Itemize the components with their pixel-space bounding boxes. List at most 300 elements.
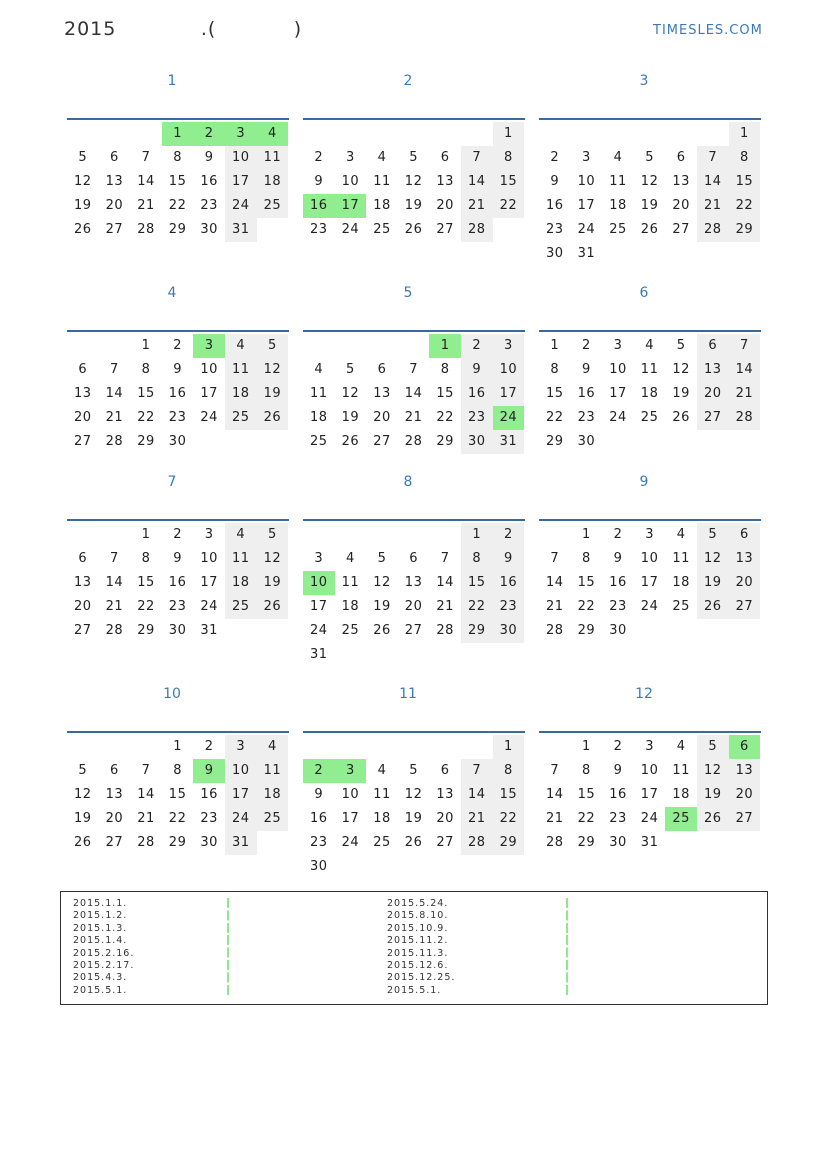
day-cell: 4	[377, 150, 387, 165]
legend-date: 2015.1.1.	[73, 898, 128, 909]
day-cell: 28	[105, 623, 124, 638]
day-cell: 6	[78, 362, 88, 377]
day-cell: 6	[440, 763, 450, 778]
weekend-day-cell: 31	[493, 430, 525, 454]
weekend-day-cell: 17	[225, 783, 257, 807]
day-cell: 22	[546, 410, 564, 425]
day-cell: 13	[672, 174, 690, 189]
day-cell: 19	[74, 198, 92, 213]
month-name: 5	[403, 285, 413, 301]
day-cell: 23	[609, 599, 627, 614]
day-cell: 8	[141, 362, 151, 377]
day-cell: 10	[640, 763, 659, 778]
day-cell: 29	[168, 222, 187, 237]
day-cell: 1	[141, 527, 151, 542]
empty-day-cell	[665, 619, 697, 643]
day-cell: 12	[640, 174, 659, 189]
day-cell: 24	[609, 410, 627, 425]
day-cell: 26	[74, 222, 92, 237]
holiday-day-cell: 9	[193, 759, 225, 783]
empty-day-cell	[461, 122, 493, 146]
day-cell: 31	[577, 246, 596, 261]
empty-day-cell	[257, 619, 289, 643]
weekend-day-cell: 18	[225, 382, 257, 406]
day-cell: 13	[105, 787, 124, 802]
day-cell: 14	[546, 575, 564, 590]
empty-day-cell	[602, 242, 634, 266]
empty-day-cell	[225, 430, 257, 454]
day-cell: 8	[550, 362, 560, 377]
day-cell: 1	[141, 338, 151, 353]
day-cell: 17	[200, 575, 218, 590]
legend-holiday-marker	[566, 898, 568, 997]
day-cell: 23	[168, 599, 187, 614]
day-cell: 5	[78, 763, 88, 778]
day-cell: 10	[341, 174, 360, 189]
empty-day-cell	[398, 735, 430, 759]
weekend-day-cell: 5	[257, 523, 289, 547]
site-brand-link[interactable]: TIMESLES.COM	[653, 23, 763, 38]
day-cell: 6	[440, 150, 450, 165]
day-cell: 2	[173, 338, 182, 353]
day-cell: 8	[173, 150, 182, 165]
weekend-day-cell: 9	[461, 358, 493, 382]
weekend-day-cell: 30	[493, 619, 525, 643]
weekend-day-cell: 20	[729, 783, 761, 807]
empty-day-cell	[257, 430, 289, 454]
day-cell: 6	[377, 362, 387, 377]
day-cell: 20	[436, 811, 454, 826]
day-cell: 24	[341, 222, 360, 237]
weekend-day-cell: 25	[225, 406, 257, 430]
day-cell: 25	[310, 434, 328, 449]
empty-day-cell	[257, 218, 289, 242]
day-cell: 18	[310, 410, 328, 425]
day-cell: 5	[409, 763, 418, 778]
day-cell: 11	[672, 551, 690, 566]
weekend-day-cell: 28	[697, 218, 729, 242]
day-cell: 4	[645, 338, 654, 353]
month-grid	[539, 731, 761, 855]
month-grid	[303, 118, 525, 242]
day-cell: 18	[373, 811, 391, 826]
day-cell: 14	[137, 174, 155, 189]
day-cell: 17	[200, 386, 218, 401]
weekend-day-cell: 12	[257, 547, 289, 571]
day-cell: 23	[168, 410, 187, 425]
weekend-day-cell: 13	[697, 358, 729, 382]
weekend-day-cell: 22	[461, 595, 493, 619]
day-cell: 23	[609, 811, 627, 826]
day-cell: 29	[137, 623, 155, 638]
empty-day-cell	[398, 122, 430, 146]
weekend-day-cell: 26	[697, 807, 729, 831]
day-cell: 8	[141, 551, 151, 566]
weekend-day-cell: 7	[461, 759, 493, 783]
day-cell: 29	[168, 835, 187, 850]
weekend-day-cell: 15	[493, 783, 525, 807]
day-cell: 28	[137, 835, 155, 850]
day-cell: 28	[137, 222, 155, 237]
day-cell: 23	[310, 835, 328, 850]
day-cell: 21	[105, 599, 124, 614]
day-cell: 26	[404, 835, 423, 850]
empty-day-cell	[67, 735, 99, 759]
day-cell: 3	[314, 551, 324, 566]
day-cell: 21	[404, 410, 423, 425]
day-cell: 11	[672, 763, 690, 778]
day-cell: 11	[609, 174, 627, 189]
weekend-day-cell: 4	[257, 735, 289, 759]
day-cell: 13	[436, 787, 454, 802]
weekend-day-cell: 31	[225, 831, 257, 855]
day-cell: 6	[110, 763, 119, 778]
weekend-day-cell: 1	[729, 122, 761, 146]
empty-day-cell	[67, 334, 99, 358]
legend-date: 2015.5.1.	[387, 984, 442, 996]
day-cell: 19	[373, 599, 391, 614]
day-cell: 3	[204, 527, 214, 542]
day-cell: 24	[200, 599, 218, 614]
weekend-day-cell: 14	[697, 170, 729, 194]
empty-day-cell	[634, 242, 666, 266]
day-cell: 19	[404, 811, 423, 826]
legend-holiday-marker	[227, 898, 229, 997]
month-name: 4	[167, 285, 177, 301]
weekend-day-cell: 5	[697, 523, 729, 547]
empty-day-cell	[335, 855, 367, 879]
day-cell: 18	[373, 198, 391, 213]
empty-day-cell	[366, 735, 398, 759]
empty-day-cell	[634, 619, 666, 643]
day-cell: 3	[582, 150, 591, 165]
day-cell: 23	[200, 198, 218, 213]
weekend-day-cell: 20	[697, 382, 729, 406]
day-cell: 7	[110, 551, 119, 566]
weekend-day-cell: 21	[461, 194, 493, 218]
day-cell: 30	[200, 222, 218, 237]
day-cell: 3	[645, 527, 654, 542]
day-cell: 22	[577, 811, 596, 826]
month-name: 1	[167, 73, 177, 89]
legend-date: 2015.10.9.	[387, 922, 449, 934]
empty-day-cell	[493, 218, 525, 242]
day-cell: 7	[141, 763, 151, 778]
weekend-day-cell: 27	[729, 807, 761, 831]
weekend-day-cell: 27	[729, 595, 761, 619]
empty-day-cell	[429, 643, 461, 667]
weekend-day-cell: 24	[225, 194, 257, 218]
weekend-day-cell: 24	[225, 807, 257, 831]
weekend-day-cell: 27	[697, 406, 729, 430]
day-cell: 30	[200, 835, 218, 850]
day-cell: 7	[409, 362, 418, 377]
empty-day-cell	[366, 523, 398, 547]
weekend-day-cell: 28	[461, 831, 493, 855]
day-cell: 2	[613, 527, 623, 542]
empty-day-cell	[335, 122, 367, 146]
day-cell: 21	[436, 599, 454, 614]
empty-day-cell	[539, 523, 571, 547]
day-cell: 20	[436, 198, 454, 213]
day-cell: 29	[436, 434, 454, 449]
day-cell: 5	[676, 338, 686, 353]
day-cell: 5	[78, 150, 88, 165]
day-cell: 24	[341, 835, 360, 850]
empty-day-cell	[99, 122, 131, 146]
day-cell: 24	[310, 623, 328, 638]
empty-day-cell	[729, 430, 761, 454]
day-cell: 26	[404, 222, 423, 237]
weekend-day-cell: 17	[493, 382, 525, 406]
empty-day-cell	[366, 122, 398, 146]
month-grid	[67, 519, 289, 643]
day-cell: 15	[168, 174, 187, 189]
weekend-day-cell: 7	[461, 146, 493, 170]
holiday-day-cell: 2	[193, 122, 225, 146]
month-grid	[67, 731, 289, 855]
day-cell: 4	[377, 763, 387, 778]
day-cell: 11	[373, 174, 391, 189]
day-cell: 20	[105, 198, 124, 213]
day-cell: 11	[341, 575, 360, 590]
weekend-day-cell: 3	[493, 334, 525, 358]
empty-day-cell	[99, 334, 131, 358]
day-cell: 16	[546, 198, 564, 213]
month-name: 2	[403, 73, 413, 89]
day-cell: 22	[137, 599, 155, 614]
weekend-day-cell: 4	[225, 334, 257, 358]
weekend-day-cell: 13	[729, 759, 761, 783]
day-cell: 30	[609, 623, 627, 638]
day-cell: 10	[200, 551, 218, 566]
weekend-day-cell: 16	[493, 571, 525, 595]
day-cell: 16	[609, 787, 627, 802]
day-cell: 22	[137, 410, 155, 425]
day-cell: 9	[613, 551, 623, 566]
weekend-day-cell: 2	[461, 334, 493, 358]
weekend-day-cell: 26	[257, 595, 289, 619]
legend-date: 2015.12.6.	[387, 960, 449, 972]
weekend-day-cell: 15	[461, 571, 493, 595]
empty-day-cell	[335, 643, 367, 667]
day-cell: 31	[310, 647, 328, 662]
page-title: 2015 .( )	[64, 18, 303, 40]
day-cell: 16	[609, 575, 627, 590]
weekend-day-cell: 6	[729, 523, 761, 547]
month-grid	[67, 330, 289, 454]
day-cell: 11	[373, 787, 391, 802]
day-cell: 17	[640, 575, 659, 590]
empty-day-cell	[130, 122, 162, 146]
day-cell: 13	[436, 174, 454, 189]
weekend-day-cell: 4	[225, 523, 257, 547]
day-cell: 20	[74, 410, 92, 425]
day-cell: 6	[676, 150, 686, 165]
weekend-day-cell: 9	[493, 547, 525, 571]
weekend-day-cell: 10	[225, 146, 257, 170]
legend-date: 2015.11.2.	[387, 935, 449, 947]
legend-date: 2015.1.3.	[73, 922, 128, 934]
empty-day-cell	[493, 643, 525, 667]
holiday-day-cell: 3	[193, 334, 225, 358]
empty-day-cell	[429, 523, 461, 547]
holiday-day-cell: 10	[303, 571, 335, 595]
empty-day-cell	[225, 619, 257, 643]
weekend-day-cell: 18	[257, 783, 289, 807]
weekend-day-cell: 10	[225, 759, 257, 783]
day-cell: 14	[436, 575, 454, 590]
empty-day-cell	[602, 430, 634, 454]
weekend-day-cell: 8	[493, 146, 525, 170]
day-cell: 20	[105, 811, 124, 826]
weekend-day-cell: 25	[257, 807, 289, 831]
day-cell: 18	[640, 386, 659, 401]
day-cell: 4	[613, 150, 623, 165]
day-cell: 22	[436, 410, 454, 425]
weekend-day-cell: 7	[729, 334, 761, 358]
day-cell: 2	[613, 739, 623, 754]
day-cell: 1	[582, 739, 591, 754]
day-cell: 30	[168, 623, 187, 638]
holiday-day-cell: 3	[225, 122, 257, 146]
month-grid	[303, 519, 525, 667]
empty-day-cell	[539, 122, 571, 146]
day-cell: 5	[645, 150, 654, 165]
day-cell: 14	[546, 787, 564, 802]
weekend-day-cell: 19	[697, 571, 729, 595]
month-name: 7	[167, 474, 177, 490]
day-cell: 4	[346, 551, 355, 566]
weekend-day-cell: 3	[225, 735, 257, 759]
holiday-day-cell: 1	[429, 334, 461, 358]
weekend-day-cell: 16	[461, 382, 493, 406]
day-cell: 25	[373, 222, 391, 237]
day-cell: 9	[613, 763, 623, 778]
weekend-day-cell: 1	[461, 523, 493, 547]
weekend-day-cell: 12	[257, 358, 289, 382]
day-cell: 9	[314, 174, 324, 189]
weekend-day-cell: 25	[257, 194, 289, 218]
day-cell: 3	[645, 739, 654, 754]
day-cell: 16	[200, 174, 218, 189]
day-cell: 12	[373, 575, 391, 590]
day-cell: 25	[672, 599, 690, 614]
weekend-day-cell: 23	[461, 406, 493, 430]
weekend-day-cell: 15	[493, 170, 525, 194]
legend-dates-left	[73, 898, 134, 997]
day-cell: 15	[436, 386, 454, 401]
holiday-legend	[60, 891, 768, 1005]
day-cell: 13	[74, 386, 92, 401]
weekend-day-cell: 19	[257, 382, 289, 406]
day-cell: 24	[640, 599, 659, 614]
weekend-day-cell: 14	[461, 170, 493, 194]
day-cell: 18	[341, 599, 360, 614]
empty-day-cell	[571, 122, 603, 146]
day-cell: 16	[310, 811, 328, 826]
day-cell: 12	[404, 787, 423, 802]
day-cell: 13	[404, 575, 423, 590]
day-cell: 7	[550, 763, 560, 778]
day-cell: 28	[105, 434, 124, 449]
weekend-day-cell: 21	[461, 807, 493, 831]
day-cell: 10	[200, 362, 218, 377]
weekend-day-cell: 8	[729, 146, 761, 170]
weekend-day-cell: 20	[729, 571, 761, 595]
day-cell: 30	[168, 434, 187, 449]
month-name: 3	[639, 73, 649, 89]
empty-day-cell	[697, 430, 729, 454]
day-cell: 16	[168, 386, 187, 401]
day-cell: 23	[546, 222, 564, 237]
day-cell: 25	[341, 623, 360, 638]
legend-date: 2015.12.25.	[387, 972, 456, 984]
empty-day-cell	[335, 735, 367, 759]
empty-day-cell	[335, 334, 367, 358]
weekend-day-cell: 28	[461, 218, 493, 242]
empty-day-cell	[429, 855, 461, 879]
weekend-day-cell: 26	[697, 595, 729, 619]
day-cell: 28	[546, 623, 564, 638]
day-cell: 2	[204, 739, 214, 754]
day-cell: 15	[137, 386, 155, 401]
day-cell: 14	[404, 386, 423, 401]
holiday-day-cell: 6	[729, 735, 761, 759]
day-cell: 21	[137, 811, 155, 826]
day-cell: 26	[373, 623, 391, 638]
empty-day-cell	[697, 242, 729, 266]
day-cell: 11	[640, 362, 659, 377]
empty-day-cell	[729, 242, 761, 266]
empty-day-cell	[398, 523, 430, 547]
month-name: 11	[399, 686, 417, 702]
day-cell: 21	[546, 811, 564, 826]
day-cell: 29	[546, 434, 564, 449]
day-cell: 17	[640, 787, 659, 802]
holiday-day-cell: 16	[303, 194, 335, 218]
empty-day-cell	[539, 735, 571, 759]
empty-day-cell	[697, 122, 729, 146]
weekend-day-cell: 17	[225, 170, 257, 194]
empty-day-cell	[602, 122, 634, 146]
day-cell: 20	[373, 410, 391, 425]
day-cell: 25	[373, 835, 391, 850]
day-cell: 10	[609, 362, 627, 377]
day-cell: 17	[609, 386, 627, 401]
weekend-day-cell: 10	[493, 358, 525, 382]
day-cell: 7	[550, 551, 560, 566]
day-cell: 1	[582, 527, 591, 542]
holiday-day-cell: 24	[493, 406, 525, 430]
month-name: 10	[163, 686, 181, 702]
empty-day-cell	[461, 643, 493, 667]
day-cell: 29	[577, 835, 596, 850]
weekend-day-cell: 12	[697, 547, 729, 571]
day-cell: 28	[404, 434, 423, 449]
day-cell: 30	[577, 434, 596, 449]
weekend-day-cell: 29	[493, 831, 525, 855]
day-cell: 27	[74, 434, 92, 449]
day-cell: 22	[168, 811, 187, 826]
month-name: 9	[639, 474, 649, 490]
day-cell: 21	[137, 198, 155, 213]
day-cell: 5	[409, 150, 418, 165]
day-cell: 13	[373, 386, 391, 401]
day-cell: 8	[582, 551, 591, 566]
day-cell: 30	[310, 859, 328, 874]
empty-day-cell	[99, 523, 131, 547]
